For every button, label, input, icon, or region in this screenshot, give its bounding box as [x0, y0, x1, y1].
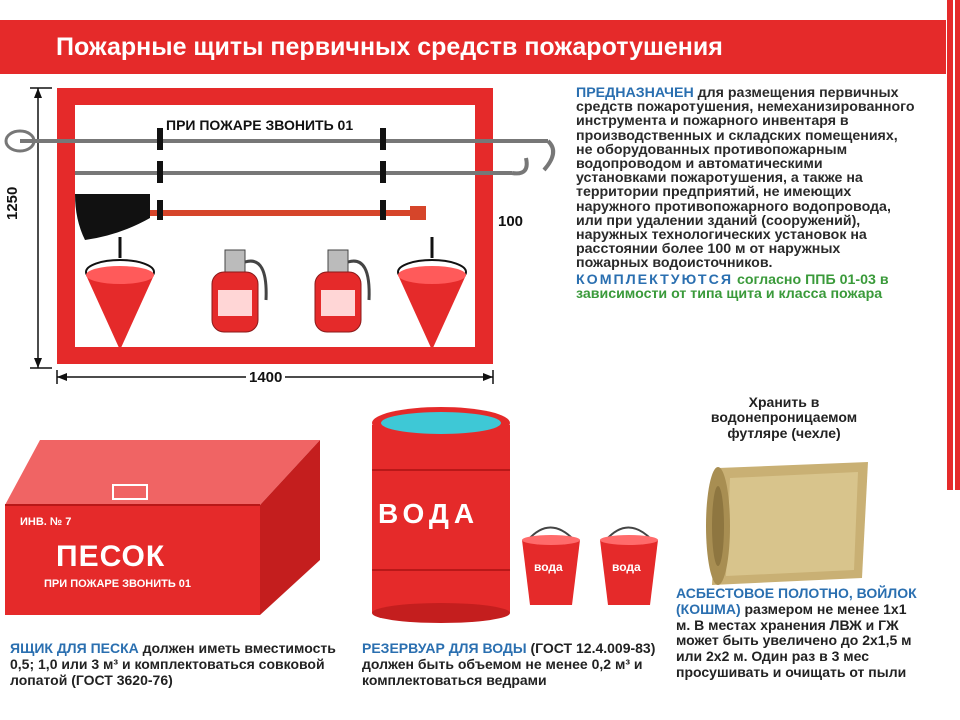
sand-box-label: ПЕСОК [56, 540, 166, 573]
description-block [576, 86, 916, 301]
caption-felt [676, 586, 922, 681]
caption-water [362, 641, 662, 688]
caption-sand-box [10, 641, 340, 688]
bucket-1-label: вода [534, 560, 563, 574]
caption-felt-head: АСБЕСТОВОЕ ПОЛОТНО, ВОЙЛОК (КОШМА) [676, 585, 917, 617]
shield-sign: ПРИ ПОЖАРЕ ЗВОНИТЬ 01 [166, 117, 354, 133]
page-title: Пожарные щиты первичных средств пожаротушения [0, 20, 946, 74]
description-green-text: согласно ППБ 01-03 [736, 271, 876, 288]
caption-sand-text: должен иметь вместимость 0,5; 1,0 или 3 м³ и комплектоваться совковой лопатой (ГОСТ 3620-76) [10, 640, 336, 688]
description-text-1: для размещения первичных средств пожаротушения, немеханизированного инструмента и пожарного инвентаря в производственных и складских помещениях, не оборудованных противопожарным водопроводом и автоматическими установками пожаротушения, а также на территории предприятий, не имеющих наружного противопожарного водопровода, или при удалении зданий (сооружений), наружных технологических установок на расстоянии более 100 м от наружных пожарных водоисточников. [576, 85, 915, 272]
caption-water-text: (ГОСТ 12.4.009-83) должен быть объемом не менее 0,2 м³ и комплектоваться ведрами [362, 640, 656, 688]
description-heading-2: КОМПЛЕКТУЮТСЯ [576, 271, 734, 288]
sand-box-inventory: ИНВ. № 7 [20, 516, 72, 528]
description-heading: ПРЕДНАЗНАЧЕН [576, 85, 694, 101]
felt-storage-note: Хранить в водонепроницаемом футляре (чехле) [710, 394, 858, 441]
caption-sand-head: ЯЩИК ДЛЯ ПЕСКА [10, 640, 139, 656]
description-text-2: в зависимости от типа щита и класса пожара [576, 271, 889, 302]
dim-side-label: 100 [498, 213, 524, 230]
dim-height-label: 1250 [4, 186, 21, 220]
caption-felt-text: размером не менее 1х1 м. В местах хранения ЛВЖ и ГЖ может быть увеличено до 2х1,5 м или 2х2 м. Один раз в 3 мес просушивать и очищать от пыли [676, 600, 912, 681]
bucket-2-label: вода [612, 560, 641, 574]
sand-box-sub: ПРИ ПОЖАРЕ ЗВОНИТЬ 01 [44, 578, 192, 590]
dim-width-label: 1400 [246, 369, 285, 386]
barrel-label: ВОДА [378, 498, 480, 529]
felt-roll [706, 462, 868, 585]
caption-water-head: РЕЗЕРВУАР ДЛЯ ВОДЫ [362, 640, 527, 656]
